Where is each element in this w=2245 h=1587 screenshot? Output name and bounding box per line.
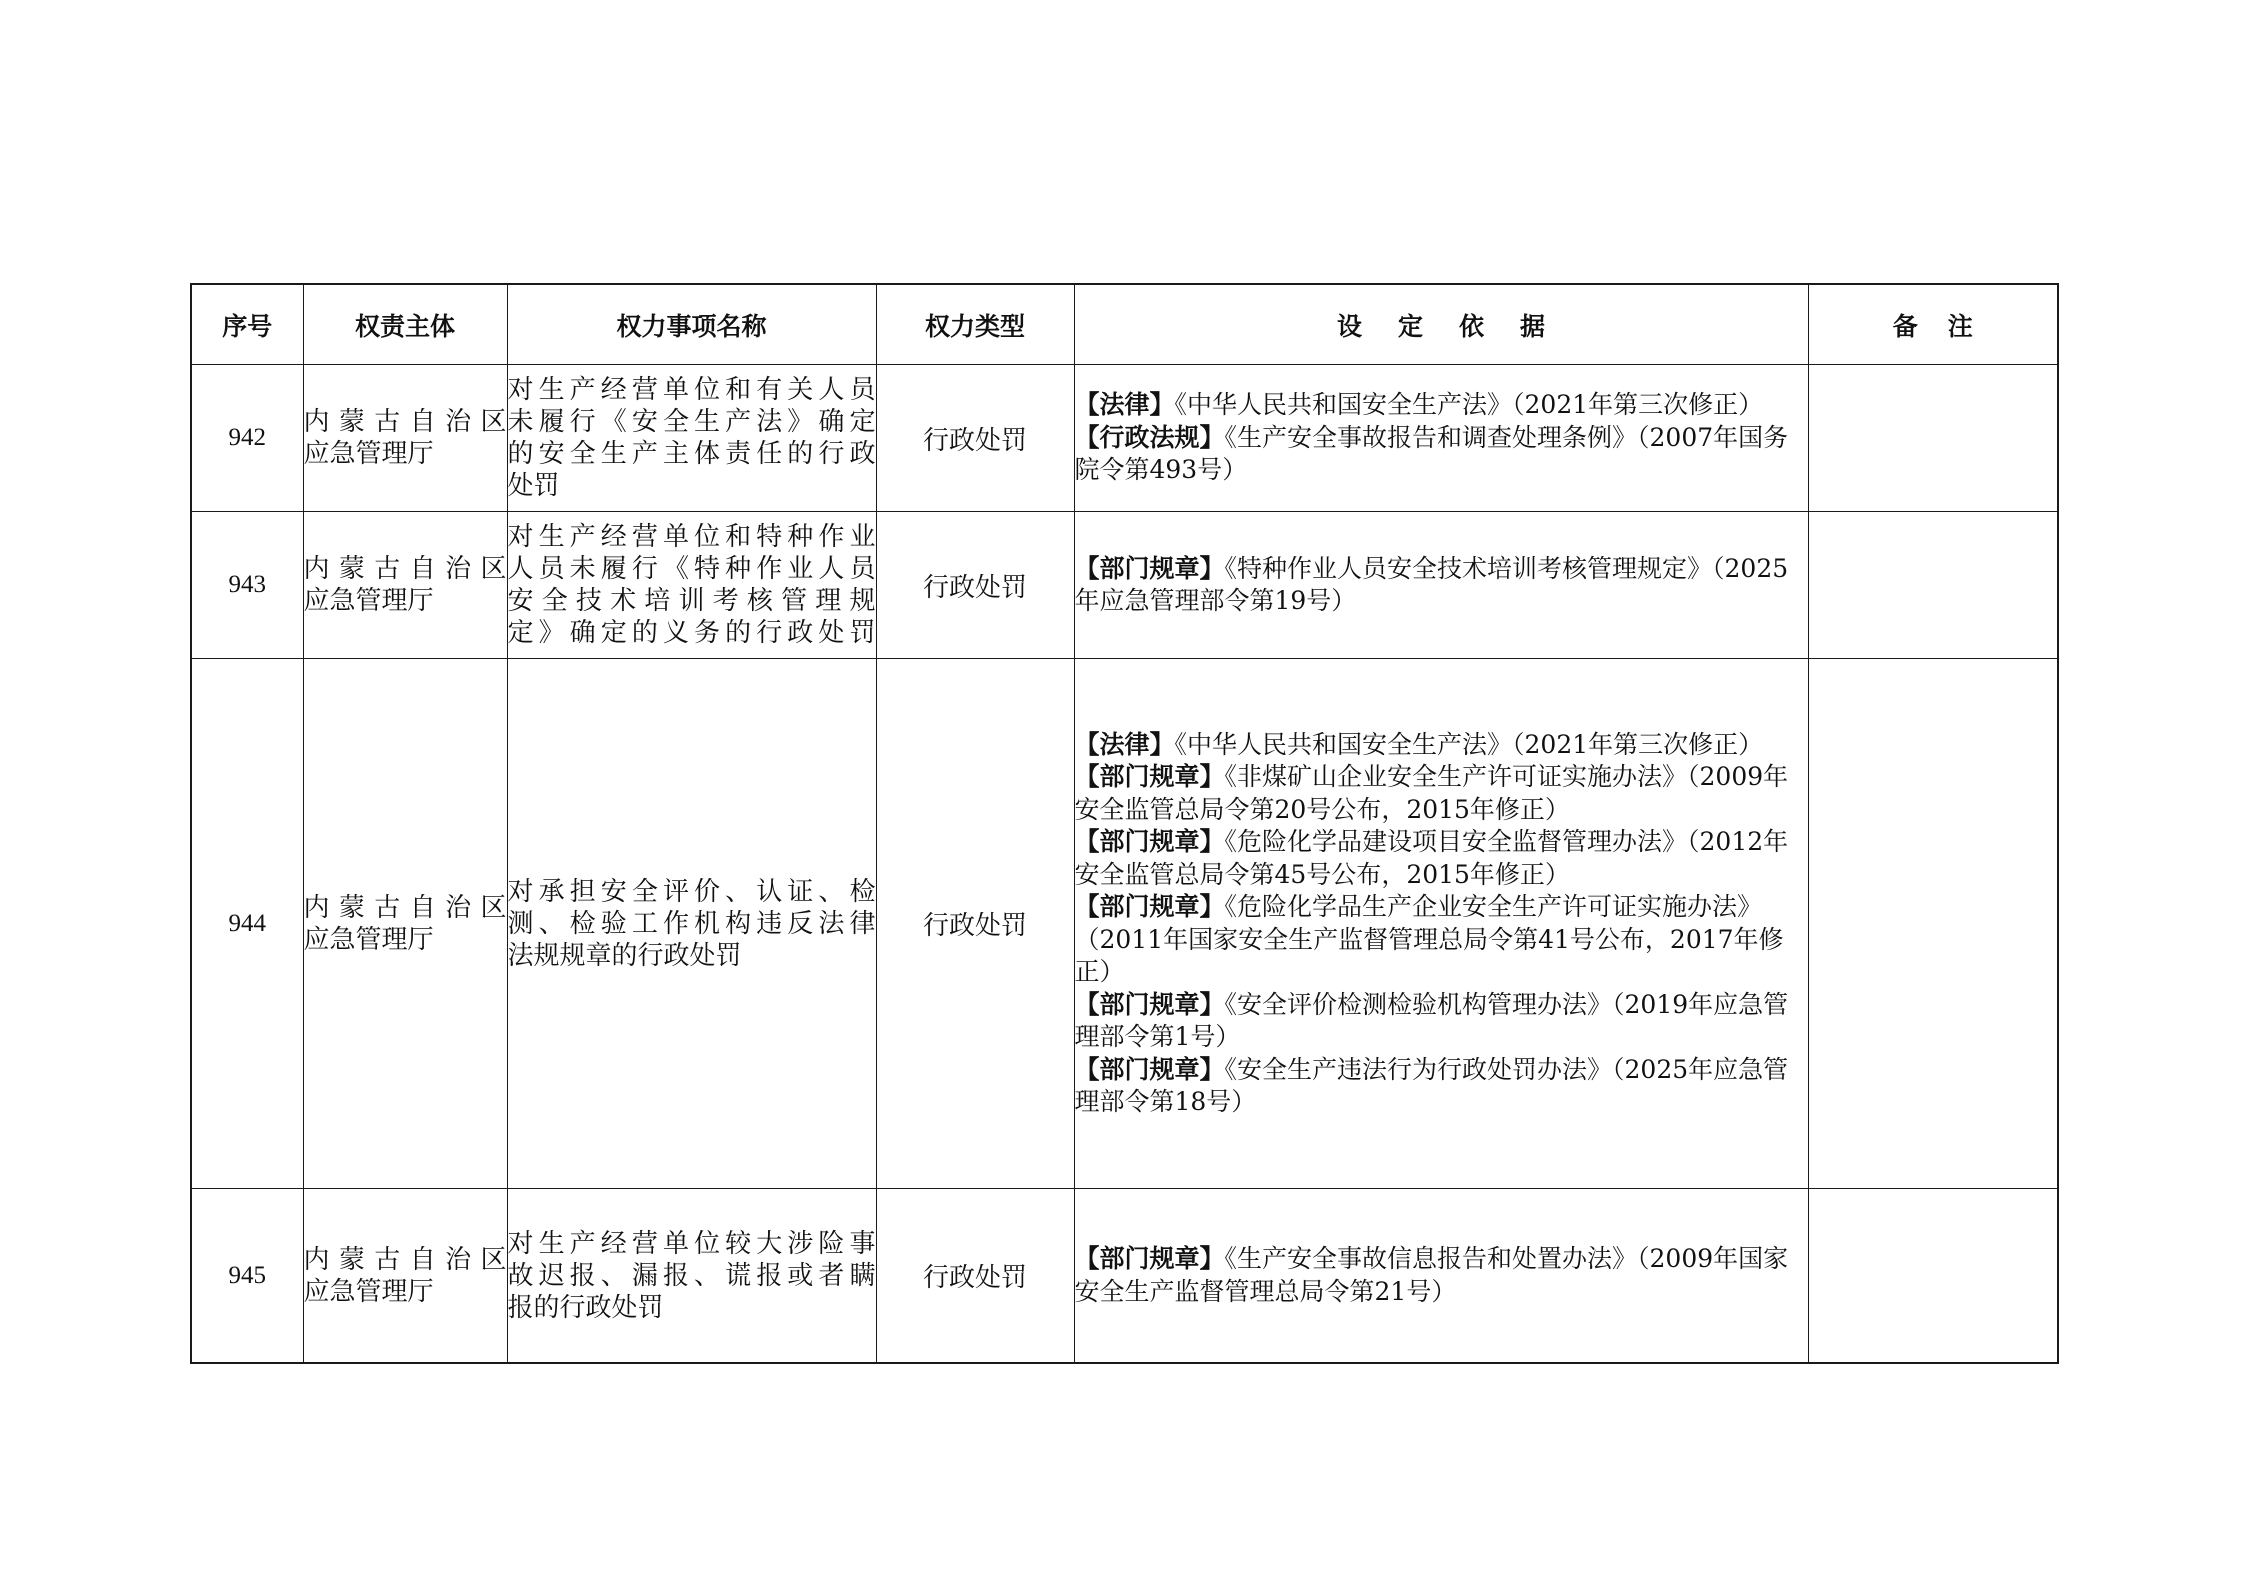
basis-tag: 【部门规章】 <box>1074 1054 1225 1084</box>
header-type: 权力类型 <box>876 284 1074 365</box>
row-subject <box>303 365 507 512</box>
basis-entry <box>1075 1243 1808 1308</box>
row-subject <box>303 512 507 659</box>
basis-text: 《非煤矿山企业安全生产许可证实施办法》（2009年安全监管总局令第20号公布，2015年修正） <box>1074 762 1789 824</box>
basis-tag: 【部门规章】 <box>1074 553 1225 583</box>
basis-tag: 【法律】 <box>1074 390 1175 420</box>
row-name <box>507 659 876 1189</box>
basis-entry <box>1075 826 1808 891</box>
row-type: 行政处罚 <box>876 659 1074 1189</box>
row-type: 行政处罚 <box>876 365 1074 512</box>
header-name: 权力事项名称 <box>507 284 876 365</box>
row-basis <box>1074 1189 1808 1364</box>
table-row <box>191 365 2058 512</box>
row-subject <box>303 659 507 1189</box>
subject-line: 应急管理厅 <box>303 586 434 616</box>
name-line: 处罚 <box>507 471 560 501</box>
basis-tag: 【部门规章】 <box>1074 892 1225 921</box>
row-name <box>507 512 876 659</box>
row-note <box>1808 1189 2058 1364</box>
basis-tag: 【法律】 <box>1074 729 1175 759</box>
row-type: 行政处罚 <box>876 512 1074 659</box>
basis-tag: 【部门规章】 <box>1074 827 1225 856</box>
row-seq: 943 <box>191 512 303 659</box>
basis-text: 《危险化学品建设项目安全监督管理办法》（2012年安全监管总局令第45号公布，2015年修正） <box>1074 827 1789 889</box>
name-line: 对承担安全评价、认证、检 <box>507 876 876 907</box>
basis-entry <box>1075 553 1808 618</box>
row-seq: 944 <box>191 659 303 1189</box>
basis-text: 《危险化学品生产企业安全生产许可证实施办法》（2011年国家安全生产监督管理总局令第41号公布，2017年修正） <box>1074 892 1784 986</box>
basis-entry <box>1075 1054 1808 1119</box>
name-line: 测、检验工作机构违反法律 <box>507 908 876 939</box>
basis-text: 《生产安全事故报告和调查处理条例》（2007年国务院令第493号） <box>1074 422 1789 485</box>
basis-text: 《中华人民共和国安全生产法》（2021年第三次修正） <box>1174 390 1764 420</box>
subject-line: 内蒙古自治区 <box>303 407 507 437</box>
basis-entry <box>1075 761 1808 826</box>
name-line: 对生产经营单位和特种作业 <box>507 522 876 552</box>
row-note <box>1808 512 2058 659</box>
basis-tag: 【部门规章】 <box>1074 1244 1225 1273</box>
row-subject <box>303 1189 507 1364</box>
name-line: 对生产经营单位较大涉险事 <box>507 1228 876 1259</box>
table-row <box>191 659 2058 1189</box>
row-basis <box>1074 512 1808 659</box>
subject-line: 应急管理厅 <box>303 1276 434 1307</box>
subject-line: 内蒙古自治区 <box>303 892 507 923</box>
name-line: 安全技术培训考核管理规 <box>507 586 876 616</box>
row-name <box>507 365 876 512</box>
name-line: 的安全生产主体责任的行政 <box>507 439 876 469</box>
header-row <box>191 284 2058 365</box>
table-row <box>191 1189 2058 1364</box>
name-line: 法规规章的行政处罚 <box>507 940 742 971</box>
header-seq: 序号 <box>191 284 303 365</box>
header-subject: 权责主体 <box>303 284 507 365</box>
row-seq: 945 <box>191 1189 303 1364</box>
subject-line: 应急管理厅 <box>303 439 434 469</box>
basis-entry <box>1075 389 1808 422</box>
name-line: 定》确定的义务的行政处罚 <box>507 618 876 648</box>
name-line: 故迟报、漏报、谎报或者瞒 <box>507 1260 876 1291</box>
row-note <box>1808 365 2058 512</box>
name-line: 人员未履行《特种作业人员 <box>507 554 876 584</box>
row-type: 行政处罚 <box>876 1189 1074 1364</box>
header-note: 备注 <box>1808 284 2058 365</box>
table-row <box>191 512 2058 659</box>
subject-line: 应急管理厅 <box>303 924 434 955</box>
basis-tag: 【部门规章】 <box>1074 989 1225 1019</box>
powers-table <box>190 283 2059 1364</box>
basis-text: 《安全生产违法行为行政处罚办法》（2025年应急管理部令第18号） <box>1074 1054 1789 1116</box>
name-line: 未履行《安全生产法》确定 <box>507 407 876 437</box>
basis-text: 《特种作业人员安全技术培训考核管理规定》（2025年应急管理部令第19号） <box>1074 553 1789 615</box>
header-basis: 设定依据 <box>1074 284 1808 365</box>
basis-text: 《安全评价检测检验机构管理办法》（2019年应急管理部令第1号） <box>1074 989 1789 1051</box>
name-line: 对生产经营单位和有关人员 <box>507 375 876 405</box>
row-basis <box>1074 659 1808 1189</box>
subject-line: 内蒙古自治区 <box>303 1244 507 1275</box>
basis-entry <box>1075 729 1808 762</box>
basis-tag: 【行政法规】 <box>1074 422 1225 452</box>
basis-tag: 【部门规章】 <box>1074 762 1225 791</box>
row-basis <box>1074 365 1808 512</box>
name-line: 报的行政处罚 <box>507 1292 664 1323</box>
basis-text: 《生产安全事故信息报告和处置办法》（2009年国家安全生产监督管理总局令第21号） <box>1074 1244 1789 1306</box>
row-seq: 942 <box>191 365 303 512</box>
basis-entry <box>1075 422 1808 487</box>
basis-text: 《中华人民共和国安全生产法》（2021年第三次修正） <box>1174 729 1764 759</box>
basis-entry <box>1075 989 1808 1054</box>
row-name <box>507 1189 876 1364</box>
row-note <box>1808 659 2058 1189</box>
basis-entry <box>1075 891 1808 989</box>
subject-line: 内蒙古自治区 <box>303 554 507 584</box>
